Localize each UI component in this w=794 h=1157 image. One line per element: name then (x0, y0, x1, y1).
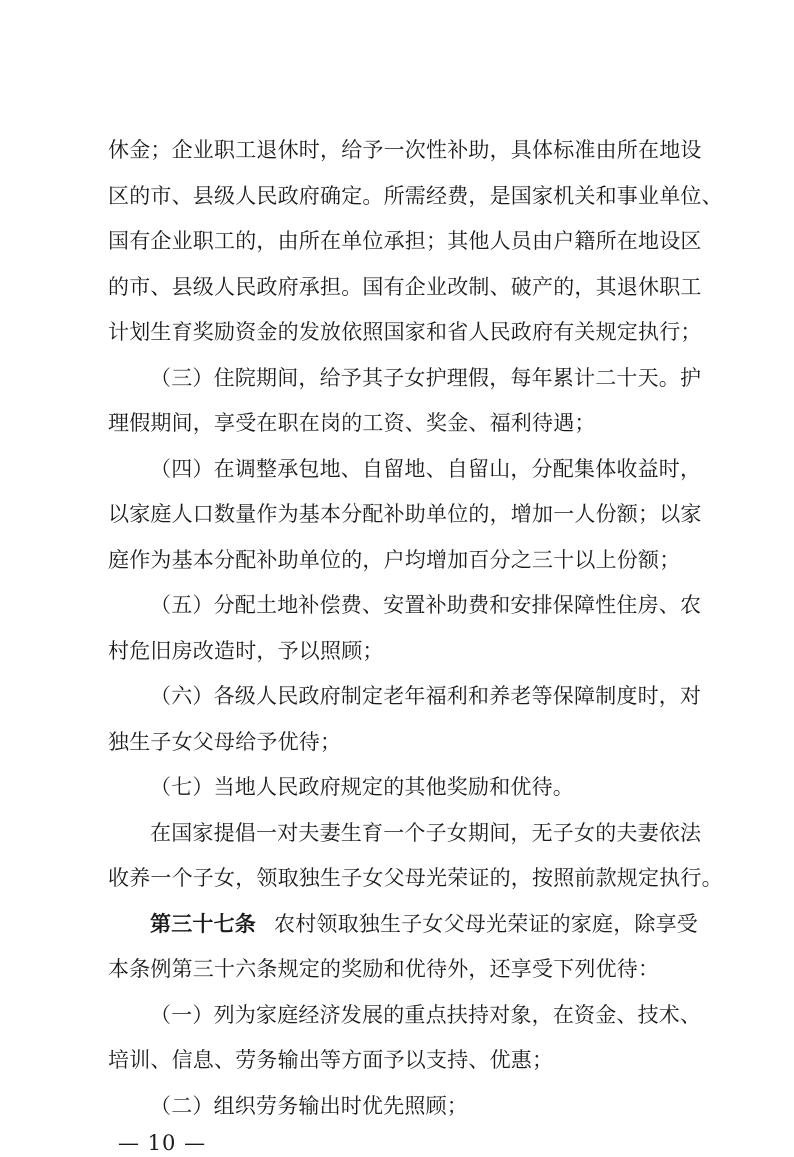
text-line: 国有企业职工的，由所在单位承担；其他人员由户籍所在地设区 (108, 229, 702, 253)
text-line: 庭作为基本分配补助单位的，户均增加百分之三十以上份额； (108, 547, 681, 572)
page-number: — 10 — (118, 1131, 207, 1155)
text-line: 计划生育奖励资金的发放依照国家和省人民政府有关规定执行； (108, 320, 702, 344)
list-item-3: （三）住院期间，给予其子女护理假，每年累计二十天。护 (150, 365, 702, 390)
text-line: 休金；企业职工退休时，给予一次性补助，具体标准由所在地设 (108, 138, 702, 162)
list-item-5: （五）分配土地补偿费、安置补助费和安排保障性住房、农 (150, 593, 702, 617)
article-37-first-line (150, 910, 698, 938)
text-line: 独生子女父母给予优待； (108, 729, 342, 754)
text-line: 区的市、县级人民政府确定。所需经费，是国家机关和事业单位、 (108, 183, 723, 208)
article-heading: 第三十七条 (150, 911, 256, 936)
text-line: 村危旧房改造时，予以照顾； (108, 638, 384, 663)
text-line: 收养一个子女，领取独生子女父母光荣证的，按照前款规定执行。 (108, 866, 723, 890)
article-text: 农村领取独生子女父母光荣证的家庭，除享受 (274, 911, 698, 936)
list-item-1: （一）列为家庭经济发展的重点扶持对象，在资金、技术、 (150, 1002, 702, 1027)
text-line: 的市、县级人民政府承担。国有企业改制、破产的，其退休职工 (108, 274, 702, 299)
text-line: 以家庭人口数量作为基本分配补助单位的，增加一人份额；以家 (108, 502, 702, 526)
text-line: 本条例第三十六条规定的奖励和优待外，还享受下列优待： (108, 957, 660, 981)
list-item-2: （二）组织劳务输出时优先照顾； (150, 1093, 468, 1118)
paragraph-adoption: 在国家提倡一对夫妻生育一个子女期间，无子女的夫妻依法 (150, 820, 702, 845)
text-line: 培训、信息、劳务输出等方面予以支持、优惠； (108, 1048, 554, 1072)
text-line: 理假期间，享受在职在岗的工资、奖金、福利待遇； (108, 411, 596, 435)
list-item-7: （七）当地人民政府规定的其他奖励和优待。 (150, 775, 574, 799)
list-item-6: （六）各级人民政府制定老年福利和养老等保障制度时，对 (150, 684, 702, 708)
list-item-4: （四）在调整承包地、自留地、自留山，分配集体收益时， (150, 456, 702, 481)
